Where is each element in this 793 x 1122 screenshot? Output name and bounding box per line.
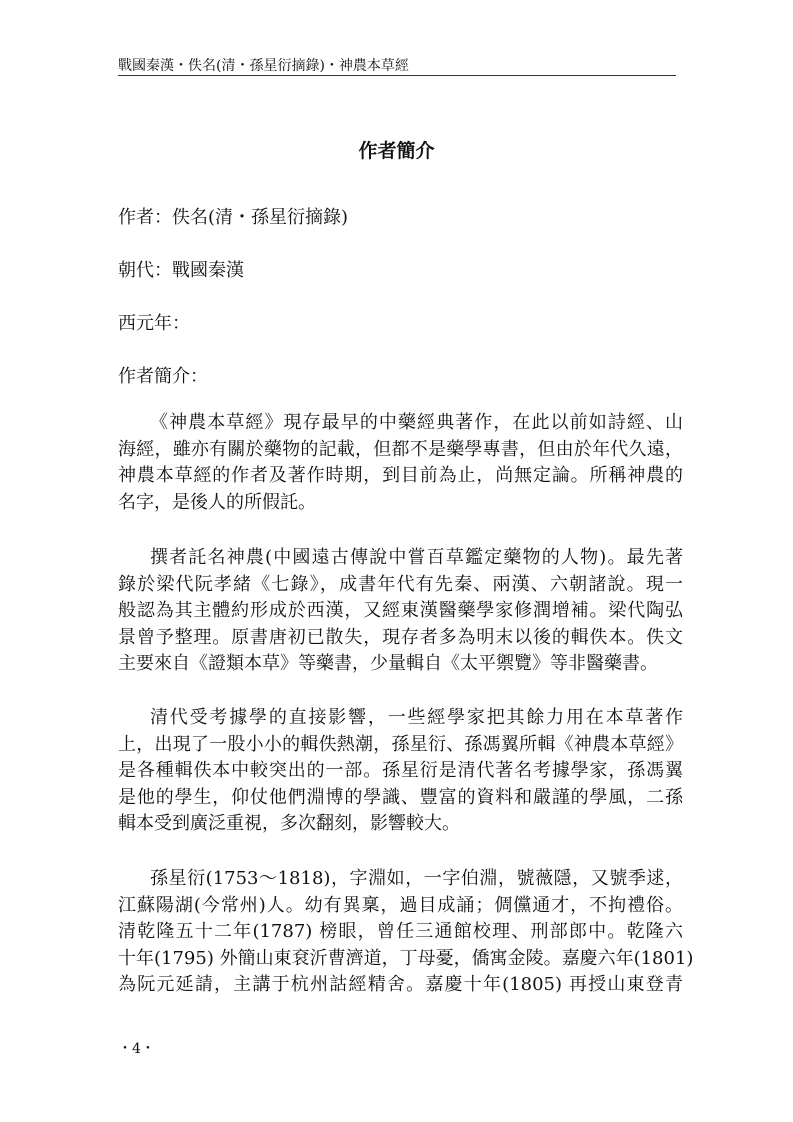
paragraph-3 [118,705,683,838]
page-number: ・4・ [118,1041,155,1057]
author-field: 作者：佚名(清・孫星衍摘錄) [118,207,349,228]
page-title: 作者簡介 [358,140,435,162]
text-line: 名字，是後人的所假託。 [118,491,316,513]
text-line: 是各種輯佚本中較突出的一部。孫星衍是清代著名考據學家，孫馮翼 [118,760,683,781]
paragraph-4 [118,866,694,999]
text-line: 主要來自《證類本草》等藥書，少量輯自《太平禦覽》等非醫藥書。 [118,653,658,674]
text-line: 《神農本草經》現存最早的中藥經典著作，在此以前如詩經、山 [150,412,683,433]
text-line: 清代受考據學的直接影響，一些經學家把其餘力用在本草著作 [150,707,683,728]
text-line: 為阮元延請，主講于杭州詁經精舍。嘉慶十年(1805) 再授山東登青 [118,974,683,995]
intro-label: 作者簡介： [118,366,208,387]
text-line: 撰者託名神農(中國遠古傳說中嘗百草鑑定藥物的人物)。最先著 [150,547,683,568]
text-line: 輯本受到廣泛重視，多次翻刻，影響較大。 [118,813,460,834]
text-line: 神農本草經的作者及著作時期，到目前為止，尚無定論。所稱神農的 [118,465,683,486]
dynasty-field: 朝代：戰國秦漢 [118,260,244,281]
year-field: 西元年： [118,313,190,334]
text-line: 海經，雖亦有關於藥物的記載，但都不是藥學專書，但由於年代久遠， [118,438,683,460]
running-header: 戰國秦漢・佚名(清・孫星衍摘錄)・神農本草經 [118,58,409,74]
text-line: 江蘇陽湖(今常州)人。幼有異稟，過目成誦；倜儻通才，不拘禮俗。 [118,894,683,916]
text-line: 是他的學生，仰仗他們淵博的學識、豐富的資料和嚴謹的學風，二孫 [118,786,683,808]
text-line: 錄於梁代阮孝緒《七錄》，成書年代有先秦、兩漢、六朝諸說。現一 [118,573,683,595]
text-line: 孫星衍(1753～1818)，字淵如，一字伯淵，號薇隱，又號季逑， [150,868,683,889]
header-rule [118,75,676,76]
text-line: 清乾隆五十二年(1787) 榜眼，曾任三通館校理、刑部郎中。乾隆六 [118,921,683,942]
text-line: 般認為其主體約形成於西漢，又經東漢醫藥學家修潤增補。梁代陶弘 [118,600,683,621]
text-line: 上，出現了一股小小的輯佚熱潮，孫星衍、孫馮翼所輯《神農本草經》 [118,733,683,755]
text-line: 景曾予整理。原書唐初已散失，現存者多為明末以後的輯佚本。佚文 [118,626,683,648]
paragraph-2 [118,545,683,678]
paragraph-1 [118,410,683,516]
text-line: 十年(1795) 外簡山東袞沂曹濟道，丁母憂，僑寓金陵。嘉慶六年(1801) [118,947,694,969]
